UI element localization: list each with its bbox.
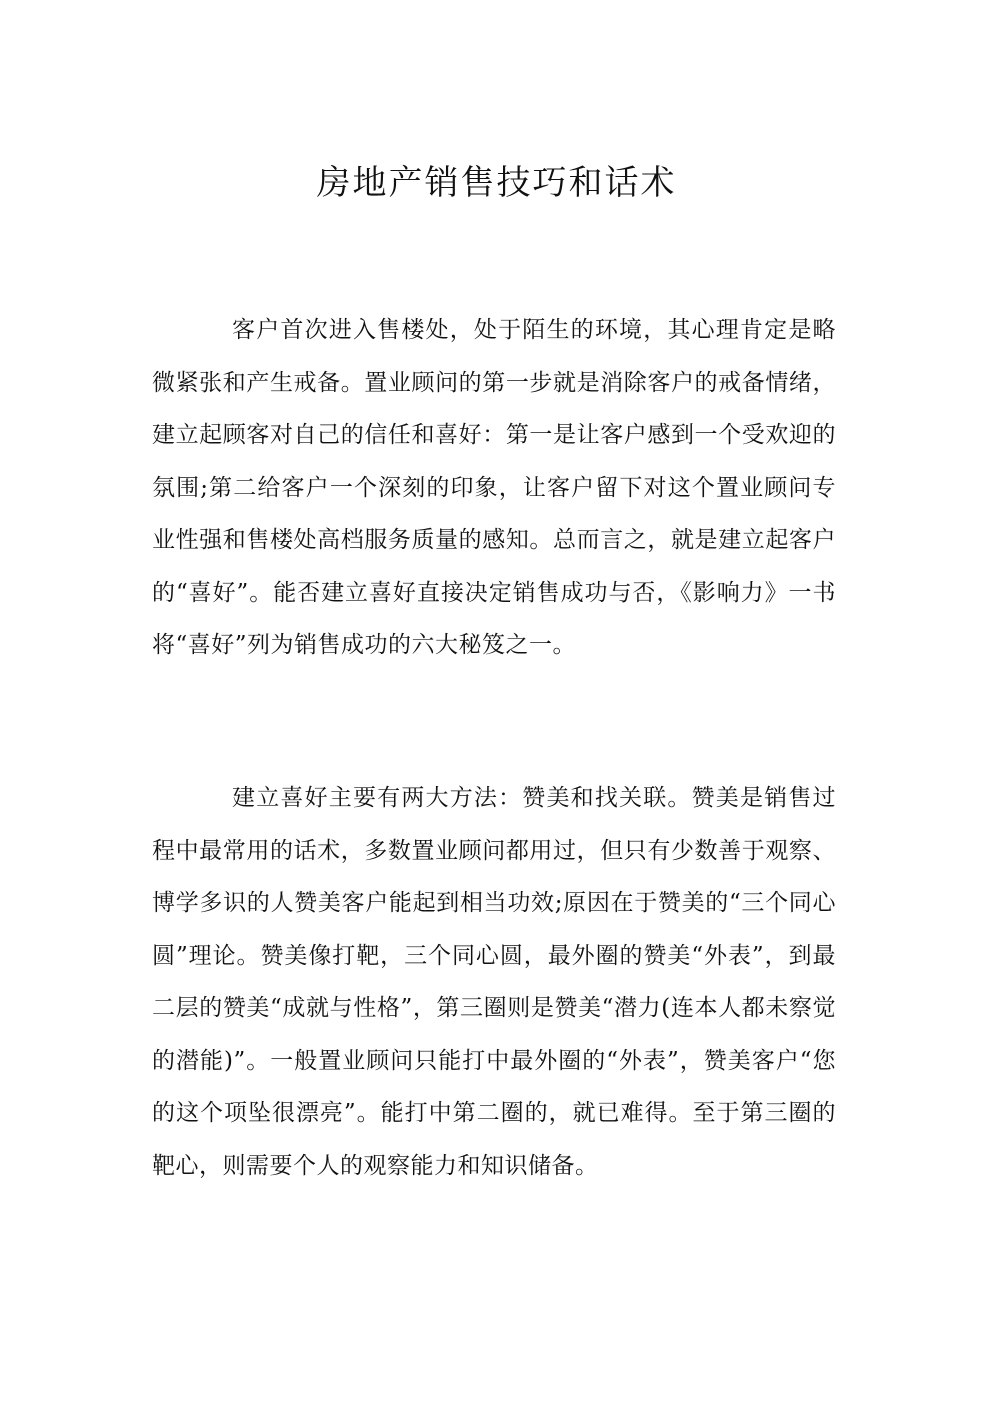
paragraph-2: 建立喜好主要有两大方法：赞美和找关联。赞美是销售过程中最常用的话术，多数置业顾问都用过，但只有少数善于观察、博学多识的人赞美客户能起到相当功效;原因在于赞美的“三个同心圆”理论。赞美像打靶，三个同心圆，最外圈的赞美“外表”，到最二层的赞美“成就与性格”，第三圈则是赞美“潜力(连本人都未察觉的潜能)”。一般置业顾问只能打中最外圈的“外表”，赞美客户“您的这个项坠很漂亮”。能打中第二圈的，就已难得。至于第三圈的靶心，则需要个人的观察能力和知识储备。 bbox=[152, 785, 836, 1179]
paragraph-1: 客户首次进入售楼处，处于陌生的环境，其心理肯定是略微紧张和产生戒备。置业顾问的第一步就是消除客户的戒备情绪，建立起顾客对自己的信任和喜好：第一是让客户感到一个受欢迎的氛围;第二给客户一个深刻的印象，让客户留下对这个置业顾问专业性强和售楼处高档服务质量的感知。总而言之，就是建立起客户的“喜好”。能否建立喜好直接决定销售成功与否，《影响力》一书将“喜好”列为销售成功的六大秘笈之一。 bbox=[152, 317, 836, 658]
document-title: 房地产销售技巧和话术 bbox=[316, 163, 677, 203]
